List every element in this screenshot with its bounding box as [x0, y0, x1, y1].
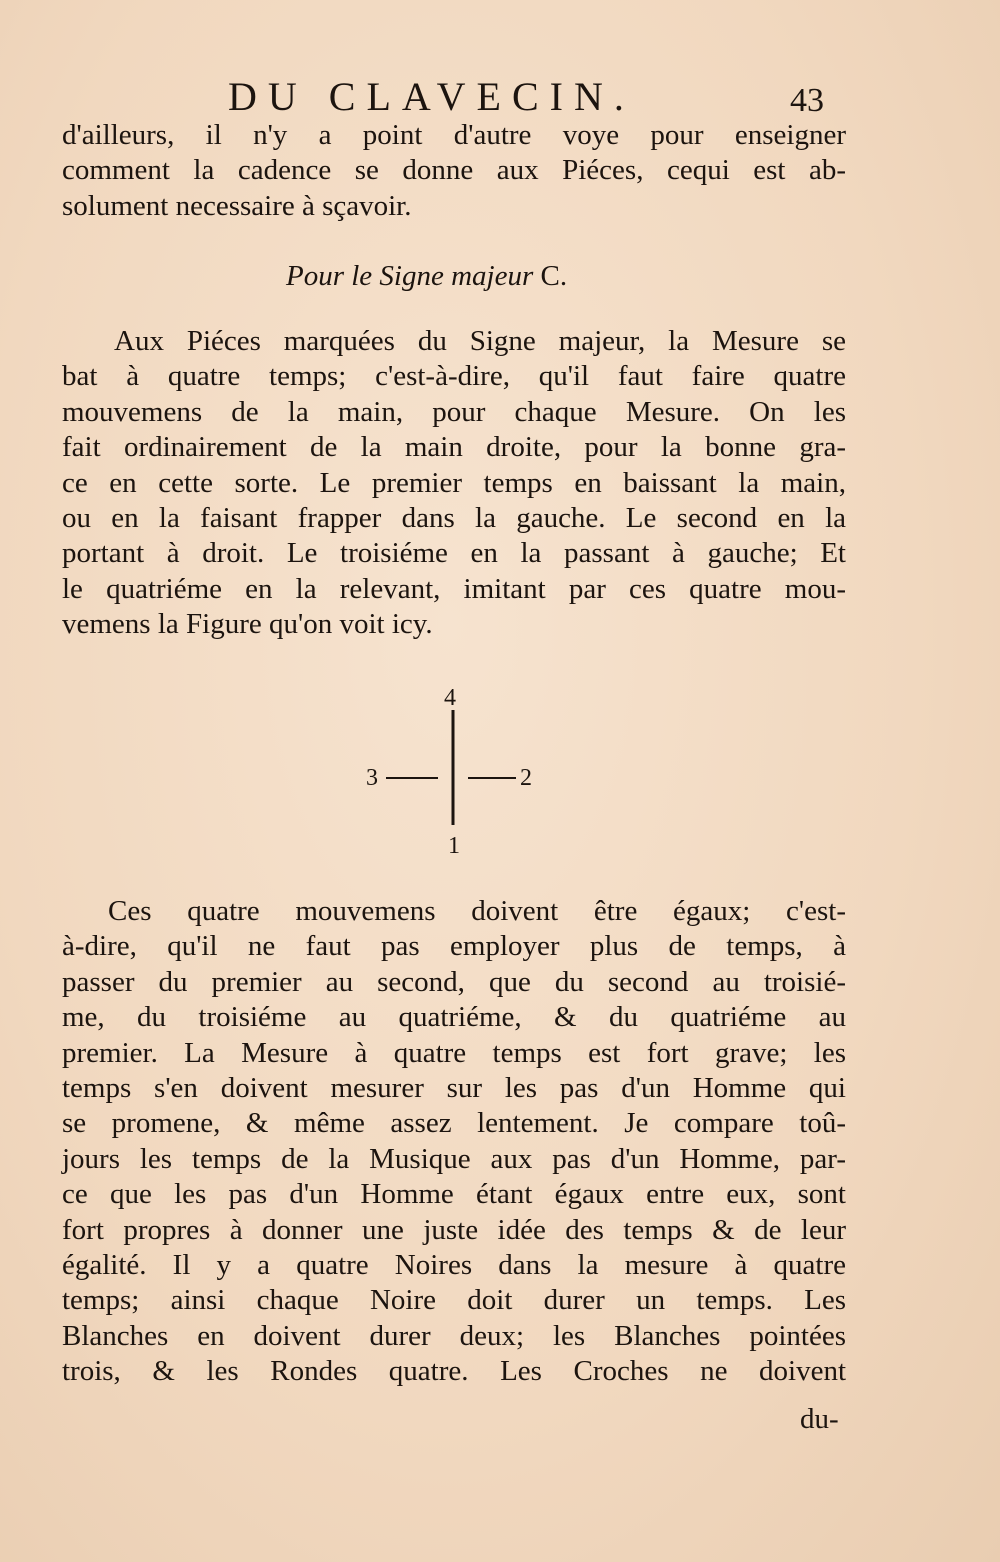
- text-line: vemens la Figure qu'on voit icy.: [62, 608, 433, 641]
- text-line: fait ordinairement de la main droite, pour la bonne gra-: [62, 431, 846, 464]
- running-title: DU CLAVECIN.: [228, 74, 635, 119]
- text-line: Ces quatre mouvemens doivent être égaux; c'est-: [108, 895, 846, 927]
- text-line: se promene, & même assez lentement. Je compare toû-: [62, 1107, 846, 1140]
- text-line: solument necessaire à sçavoir.: [62, 189, 412, 222]
- text-line: me, du troisiéme au quatriéme, & du quatriéme au: [62, 1001, 846, 1034]
- section-heading-text: Pour le Signe majeur: [286, 260, 534, 292]
- beat-label-right: 2: [520, 765, 532, 791]
- text-line: à-dire, qu'il ne faut pas employer plus de temps, à: [62, 930, 846, 963]
- text-line: ce en cette sorte. Le premier temps en baissant la main,: [62, 466, 846, 499]
- text-line: ce que les pas d'un Homme étant égaux entre eux, sont: [62, 1178, 846, 1211]
- text-line: jours les temps de la Musique aux pas d'un Homme, par-: [62, 1142, 846, 1175]
- text-line: d'ailleurs, il n'y a point d'autre voye pour enseigner: [62, 119, 846, 151]
- text-line: temps s'en doivent mesurer sur les pas d'un Homme qui: [62, 1072, 846, 1105]
- text-line: premier. La Mesure à quatre temps est fort grave; les: [62, 1036, 846, 1069]
- text-line: passer du premier au second, que du second au troisié-: [62, 965, 846, 998]
- beat-label-top: 4: [444, 685, 456, 711]
- beat-pattern-figure: [340, 680, 580, 860]
- text-line: portant à droit. Le troisiéme en la passant à gauche; Et: [62, 537, 846, 570]
- text-line: temps; ainsi chaque Noire doit durer un temps. Les: [62, 1284, 846, 1317]
- text-line: ou en la faisant frapper dans la gauche. Le second en la: [62, 502, 846, 535]
- paragraph-mouvemens: [62, 894, 846, 1390]
- text-line: mouvemens de la main, pour chaque Mesure. On les: [62, 395, 846, 428]
- beat-label-bottom: 1: [448, 833, 460, 859]
- text-line: trois, & les Rondes quatre. Les Croches ne doivent: [62, 1355, 846, 1388]
- text-line: bat à quatre temps; c'est-à-dire, qu'il faut faire quatre: [62, 360, 846, 393]
- paragraph-continuation: [62, 118, 846, 224]
- section-heading: [286, 256, 567, 296]
- catchword: du-: [800, 1403, 839, 1435]
- page-number: 43: [790, 82, 824, 119]
- text-line: fort propres à donner une juste idée des temps & de leur: [62, 1213, 846, 1246]
- text-line: égalité. Il y a quatre Noires dans la mesure à quatre: [62, 1249, 846, 1282]
- beat-label-left: 3: [366, 765, 378, 791]
- time-signature-sign: C.: [540, 260, 568, 292]
- text-line: le quatriéme en la relevant, imitant par ces quatre mou-: [62, 572, 846, 605]
- text-line: Aux Piéces marquées du Signe majeur, la Mesure se: [114, 325, 846, 357]
- page-header: [0, 72, 1000, 122]
- text-line: Blanches en doivent durer deux; les Blanches pointées: [62, 1319, 846, 1352]
- text-line: comment la cadence se donne aux Piéces, cequi est ab-: [62, 154, 846, 187]
- paragraph-signe-majeur: [62, 324, 846, 643]
